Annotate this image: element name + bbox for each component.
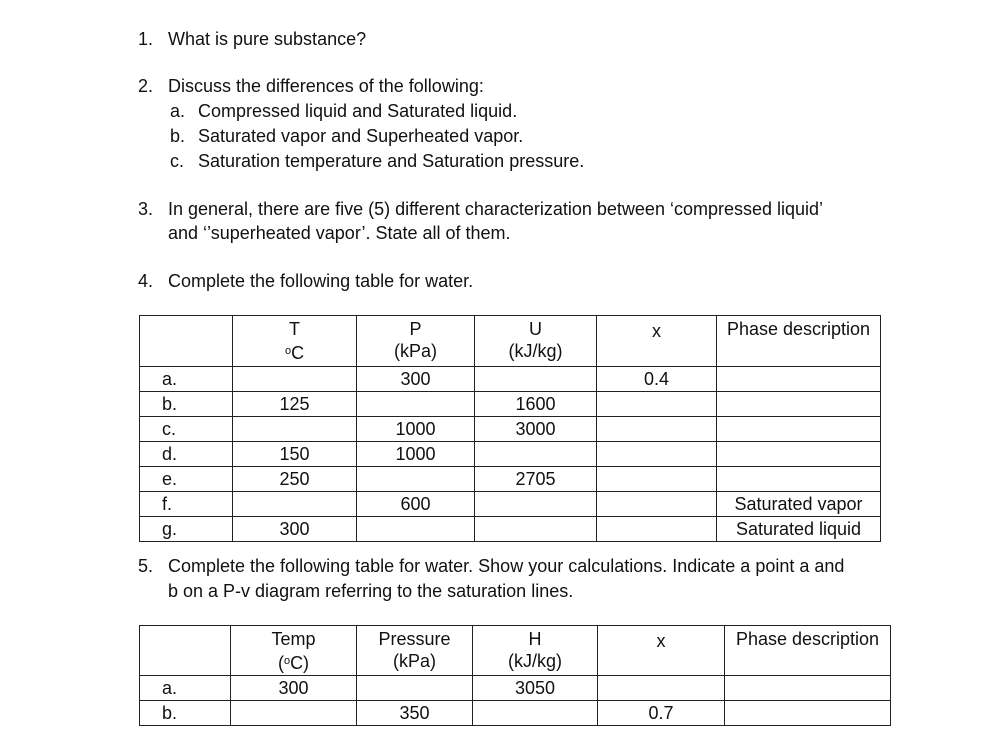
header-label-cell	[140, 626, 231, 676]
question-5-line-1: Complete the following table for water. Show your calculations. Indicate a point a and	[168, 556, 845, 576]
cell-phase-description: Saturated liquid	[717, 517, 881, 542]
cell-temperature	[231, 701, 357, 726]
row-label: b.	[140, 701, 231, 726]
cell-pressure: 1000	[357, 417, 475, 442]
unit-open: (	[277, 653, 284, 673]
header-enthalpy-unit: (kJ/kg)	[508, 651, 562, 671]
cell-phase-description	[717, 417, 881, 442]
cell-temperature: 250	[233, 467, 357, 492]
cell-phase-description	[717, 367, 881, 392]
water-properties-table-1	[139, 315, 881, 542]
cell-phase-description	[717, 467, 881, 492]
row-label: a.	[140, 367, 233, 392]
cell-temperature	[233, 417, 357, 442]
cell-temperature	[233, 492, 357, 517]
cell-internal-energy	[475, 517, 597, 542]
cell-pressure	[357, 517, 475, 542]
header-temperature-label: Temp	[271, 629, 316, 649]
cell-phase-description	[717, 392, 881, 417]
header-temperature-symbol: T	[289, 319, 300, 339]
header-label-cell	[140, 316, 233, 367]
table-row	[140, 701, 891, 726]
header-phase-description-text: Phase description	[726, 319, 871, 339]
row-label: f.	[140, 492, 233, 517]
header-internal-energy-symbol: U	[529, 319, 542, 339]
header-quality-symbol: x	[652, 321, 661, 341]
cell-internal-energy: 3000	[475, 417, 597, 442]
header-quality	[597, 316, 717, 367]
cell-pressure: 1000	[357, 442, 475, 467]
cell-enthalpy	[473, 701, 598, 726]
row-label: e.	[140, 467, 233, 492]
cell-quality	[597, 467, 717, 492]
cell-pressure: 600	[357, 492, 475, 517]
question-3-number: 3.	[138, 199, 154, 219]
table-row	[140, 417, 881, 442]
cell-pressure	[357, 467, 475, 492]
question-2-item-text: Saturated vapor and Superheated vapor.	[198, 126, 524, 146]
cell-internal-energy: 1600	[475, 392, 597, 417]
header-pressure-symbol: P	[409, 319, 422, 339]
header-internal-energy-unit: (kJ/kg)	[508, 341, 563, 361]
header-quality-symbol: x	[656, 631, 666, 651]
cell-internal-energy	[475, 492, 597, 517]
cell-phase-description	[717, 442, 881, 467]
header-pressure-unit: (kPa)	[392, 651, 436, 671]
row-label: c.	[140, 417, 233, 442]
header-pressure	[357, 626, 473, 676]
cell-temperature: 300	[231, 676, 357, 701]
cell-pressure: 350	[357, 701, 473, 726]
cell-quality	[598, 676, 725, 701]
question-4-number: 4.	[138, 271, 154, 291]
question-5-line-2: b on a P-v diagram referring to the saturation lines.	[168, 581, 574, 601]
cell-quality	[597, 517, 717, 542]
cell-internal-energy	[475, 367, 597, 392]
cell-quality	[597, 442, 717, 467]
row-label: d.	[140, 442, 233, 467]
row-label: b.	[140, 392, 233, 417]
table-row	[140, 392, 881, 417]
cell-temperature: 125	[233, 392, 357, 417]
cell-pressure	[357, 676, 473, 701]
header-temperature	[233, 316, 357, 367]
cell-pressure	[357, 392, 475, 417]
row-label: g.	[140, 517, 233, 542]
question-1-text: What is pure substance?	[168, 29, 367, 49]
table-row	[140, 442, 881, 467]
question-2-item-text: Compressed liquid and Saturated liquid.	[198, 101, 518, 121]
cell-quality	[597, 392, 717, 417]
question-2-item-label: a.	[170, 101, 186, 121]
question-2-text: Discuss the differences of the following:	[168, 76, 484, 96]
cell-phase-description: Saturated vapor	[717, 492, 881, 517]
table-row	[140, 492, 881, 517]
header-internal-energy	[475, 316, 597, 367]
question-2-number: 2.	[138, 76, 154, 96]
question-4-text: Complete the following table for water.	[168, 271, 474, 291]
cell-temperature	[233, 367, 357, 392]
header-temperature	[231, 626, 357, 676]
header-pressure	[357, 316, 475, 367]
header-phase-description-text: Phase description	[735, 629, 880, 649]
row-label: a.	[140, 676, 231, 701]
question-2-item-label: c.	[170, 151, 185, 171]
header-temperature-unit	[231, 650, 356, 674]
table-row	[140, 517, 881, 542]
cell-pressure: 300	[357, 367, 475, 392]
header-temperature-unit	[233, 340, 356, 364]
question-5-number: 5.	[138, 556, 154, 576]
question-1-number: 1.	[138, 29, 154, 49]
unit-text: C	[291, 343, 305, 363]
degree-mark: o	[284, 345, 292, 357]
cell-quality	[597, 417, 717, 442]
question-2-item-label: b.	[170, 126, 186, 146]
cell-quality: 0.7	[598, 701, 725, 726]
header-enthalpy	[473, 626, 598, 676]
header-pressure-unit: (kPa)	[393, 341, 437, 361]
cell-temperature: 300	[233, 517, 357, 542]
cell-internal-energy: 2705	[475, 467, 597, 492]
cell-phase-description	[725, 676, 891, 701]
question-3-line-1: In general, there are five (5) different characterization between ‘compressed liquid’	[168, 199, 824, 219]
unit-text: C)	[290, 653, 310, 673]
question-3-line-2: and ‘’superheated vapor’. State all of them.	[168, 223, 511, 243]
table-row	[140, 676, 891, 701]
header-phase-description	[717, 316, 881, 367]
water-properties-table-2	[139, 625, 891, 726]
degree-mark: o	[283, 655, 291, 667]
cell-temperature: 150	[233, 442, 357, 467]
cell-quality	[597, 492, 717, 517]
table-row	[140, 367, 881, 392]
cell-enthalpy: 3050	[473, 676, 598, 701]
header-quality	[598, 626, 725, 676]
header-phase-description	[725, 626, 891, 676]
table-header-row	[140, 626, 891, 676]
cell-internal-energy	[475, 442, 597, 467]
table-row	[140, 467, 881, 492]
header-enthalpy-symbol: H	[528, 629, 542, 649]
table-header-row	[140, 316, 881, 367]
cell-phase-description	[725, 701, 891, 726]
cell-quality: 0.4	[597, 367, 717, 392]
question-2-item-text: Saturation temperature and Saturation pressure.	[198, 151, 585, 171]
header-pressure-label: Pressure	[378, 629, 451, 649]
